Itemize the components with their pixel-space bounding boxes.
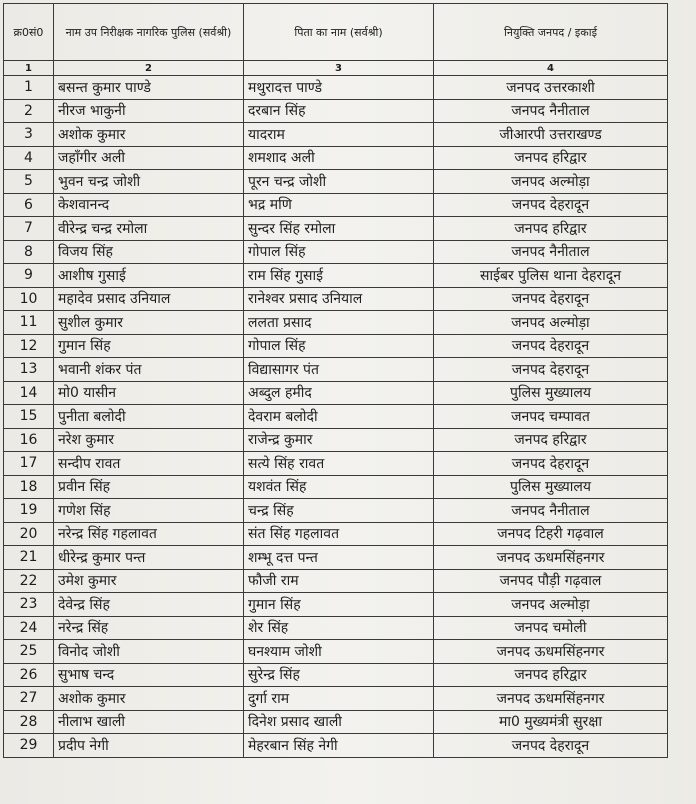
serial-number-cell: 6 — [4, 193, 54, 217]
posting-cell: जनपद अल्मोड़ा — [434, 311, 668, 335]
table-row — [4, 546, 668, 570]
serial-number-cell: 1 — [4, 76, 54, 100]
name-cell: नीरज भाकुनी — [54, 99, 244, 123]
name-cell: जहाँगीर अली — [54, 146, 244, 170]
father-name-cell: रानेश्वर प्रसाद उनियाल — [244, 287, 434, 311]
name-cell: देवेन्द्र सिंह — [54, 593, 244, 617]
table-body — [4, 76, 668, 758]
serial-number-cell: 8 — [4, 240, 54, 264]
serial-number-cell: 16 — [4, 428, 54, 452]
column-number: 1 — [4, 61, 54, 76]
table-row — [4, 593, 668, 617]
table-row — [4, 428, 668, 452]
posting-cell: जनपद पौड़ी गढ़वाल — [434, 569, 668, 593]
serial-number-cell: 2 — [4, 99, 54, 123]
name-cell: वीरेन्द्र चन्द्र रमोला — [54, 217, 244, 241]
name-cell: मो0 यासीन — [54, 381, 244, 405]
posting-cell: जनपद हरिद्वार — [434, 146, 668, 170]
posting-cell: जनपद हरिद्वार — [434, 217, 668, 241]
father-name-cell: शमशाद अली — [244, 146, 434, 170]
serial-number-cell: 7 — [4, 217, 54, 241]
header-father: पिता का नाम (सर्वश्री) — [244, 4, 434, 61]
name-cell: सुशील कुमार — [54, 311, 244, 335]
name-cell: अशोक कुमार — [54, 687, 244, 711]
father-name-cell: सत्ये सिंह रावत — [244, 452, 434, 476]
name-cell: भवानी शंकर पंत — [54, 358, 244, 382]
table-row — [4, 146, 668, 170]
table-row — [4, 240, 668, 264]
serial-number-cell: 23 — [4, 593, 54, 617]
name-cell: नरेश कुमार — [54, 428, 244, 452]
name-cell: आशीष गुसाई — [54, 264, 244, 288]
serial-number-cell: 27 — [4, 687, 54, 711]
father-name-cell: गोपाल सिंह — [244, 240, 434, 264]
father-name-cell: फौजी राम — [244, 569, 434, 593]
father-name-cell: यादराम — [244, 123, 434, 147]
table-row — [4, 734, 668, 758]
name-cell: बसन्त कुमार पाण्डे — [54, 76, 244, 100]
father-name-cell: पूरन चन्द्र जोशी — [244, 170, 434, 194]
serial-number-cell: 21 — [4, 546, 54, 570]
serial-number-cell: 20 — [4, 522, 54, 546]
serial-number-cell: 17 — [4, 452, 54, 476]
posting-cell: जनपद देहरादून — [434, 193, 668, 217]
posting-cell: जनपद अल्मोड़ा — [434, 170, 668, 194]
serial-number-cell: 10 — [4, 287, 54, 311]
name-cell: सुभाष चन्द — [54, 663, 244, 687]
table-row — [4, 499, 668, 523]
father-name-cell: यशवंत सिंह — [244, 475, 434, 499]
column-number: 4 — [434, 61, 668, 76]
father-name-cell: राजेन्द्र कुमार — [244, 428, 434, 452]
posting-cell: जनपद नैनीताल — [434, 99, 668, 123]
name-cell: उमेश कुमार — [54, 569, 244, 593]
name-cell: विजय सिंह — [54, 240, 244, 264]
table-row — [4, 381, 668, 405]
table-row — [4, 170, 668, 194]
posting-cell: मा0 मुख्यमंत्री सुरक्षा — [434, 710, 668, 734]
serial-number-cell: 22 — [4, 569, 54, 593]
posting-cell: जनपद देहरादून — [434, 287, 668, 311]
serial-number-cell: 19 — [4, 499, 54, 523]
posting-cell: साईबर पुलिस थाना देहरादून — [434, 264, 668, 288]
father-name-cell: सुरेन्द्र सिंह — [244, 663, 434, 687]
table-row — [4, 522, 668, 546]
father-name-cell: संत सिंह गहलावत — [244, 522, 434, 546]
name-cell: प्रवीन सिंह — [54, 475, 244, 499]
posting-cell: पुलिस मुख्यालय — [434, 475, 668, 499]
posting-table — [3, 3, 668, 758]
posting-cell: जनपद ऊधमसिंहनगर — [434, 640, 668, 664]
posting-cell: पुलिस मुख्यालय — [434, 381, 668, 405]
table-row — [4, 123, 668, 147]
table-row — [4, 76, 668, 100]
table-row — [4, 311, 668, 335]
table-row — [4, 217, 668, 241]
serial-number-cell: 12 — [4, 334, 54, 358]
name-cell: विनोद जोशी — [54, 640, 244, 664]
serial-number-cell: 25 — [4, 640, 54, 664]
father-name-cell: गुमान सिंह — [244, 593, 434, 617]
header-posting: नियुक्ति जनपद / इकाई — [434, 4, 668, 61]
posting-cell: जनपद देहरादून — [434, 452, 668, 476]
posting-cell: जनपद चमोली — [434, 616, 668, 640]
table-row — [4, 475, 668, 499]
name-cell: गुमान सिंह — [54, 334, 244, 358]
father-name-cell: दुर्गा राम — [244, 687, 434, 711]
name-cell: प्रदीप नेगी — [54, 734, 244, 758]
table-row — [4, 264, 668, 288]
father-name-cell: दिनेश प्रसाद खाली — [244, 710, 434, 734]
serial-number-cell: 24 — [4, 616, 54, 640]
name-cell: सन्दीप रावत — [54, 452, 244, 476]
name-cell: केशवानन्द — [54, 193, 244, 217]
table-row — [4, 640, 668, 664]
posting-cell: जनपद चम्पावत — [434, 405, 668, 429]
serial-number-cell: 13 — [4, 358, 54, 382]
column-number: 3 — [244, 61, 434, 76]
table-row — [4, 710, 668, 734]
table-row — [4, 358, 668, 382]
father-name-cell: मेहरबान सिंह नेगी — [244, 734, 434, 758]
posting-cell: जनपद ऊधमसिंहनगर — [434, 687, 668, 711]
name-cell: नरेन्द्र सिंह — [54, 616, 244, 640]
header-sn: क्र0सं0 — [4, 4, 54, 61]
name-cell: भुवन चन्द्र जोशी — [54, 170, 244, 194]
father-name-cell: शेर सिंह — [244, 616, 434, 640]
serial-number-cell: 18 — [4, 475, 54, 499]
name-cell: नरेन्द्र सिंह गहलावत — [54, 522, 244, 546]
table-row — [4, 687, 668, 711]
table-row — [4, 99, 668, 123]
posting-cell: जनपद हरिद्वार — [434, 428, 668, 452]
posting-cell: जनपद देहरादून — [434, 358, 668, 382]
father-name-cell: मथुरादत्त पाण्डे — [244, 76, 434, 100]
name-cell: गणेश सिंह — [54, 499, 244, 523]
serial-number-cell: 26 — [4, 663, 54, 687]
table-row — [4, 405, 668, 429]
father-name-cell: विद्यासागर पंत — [244, 358, 434, 382]
father-name-cell: गोपाल सिंह — [244, 334, 434, 358]
father-name-cell: अब्दुल हमीद — [244, 381, 434, 405]
posting-cell: जनपद देहरादून — [434, 734, 668, 758]
column-number: 2 — [54, 61, 244, 76]
father-name-cell: भद्र मणि — [244, 193, 434, 217]
father-name-cell: देवराम बलोदी — [244, 405, 434, 429]
father-name-cell: सुन्दर सिंह रमोला — [244, 217, 434, 241]
name-cell: अशोक कुमार — [54, 123, 244, 147]
father-name-cell: घनश्याम जोशी — [244, 640, 434, 664]
serial-number-cell: 29 — [4, 734, 54, 758]
name-cell: महादेव प्रसाद उनियाल — [54, 287, 244, 311]
serial-number-cell: 4 — [4, 146, 54, 170]
serial-number-cell: 5 — [4, 170, 54, 194]
serial-number-cell: 11 — [4, 311, 54, 335]
posting-cell: जनपद हरिद्वार — [434, 663, 668, 687]
father-name-cell: चन्द्र सिंह — [244, 499, 434, 523]
posting-cell: जीआरपी उत्तराखण्ड — [434, 123, 668, 147]
father-name-cell: दरबान सिंह — [244, 99, 434, 123]
serial-number-cell: 9 — [4, 264, 54, 288]
posting-cell: जनपद नैनीताल — [434, 240, 668, 264]
posting-cell: जनपद उत्तरकाशी — [434, 76, 668, 100]
posting-cell: जनपद देहरादून — [434, 334, 668, 358]
serial-number-cell: 28 — [4, 710, 54, 734]
father-name-cell: राम सिंह गुसाई — [244, 264, 434, 288]
posting-cell: जनपद नैनीताल — [434, 499, 668, 523]
name-cell: धीरेन्द्र कुमार पन्त — [54, 546, 244, 570]
table-row — [4, 334, 668, 358]
table-row — [4, 452, 668, 476]
posting-cell: जनपद अल्मोड़ा — [434, 593, 668, 617]
serial-number-cell: 15 — [4, 405, 54, 429]
father-name-cell: शम्भू दत्त पन्त — [244, 546, 434, 570]
table-row — [4, 616, 668, 640]
posting-cell: जनपद टिहरी गढ़वाल — [434, 522, 668, 546]
table-row — [4, 569, 668, 593]
table-row — [4, 193, 668, 217]
father-name-cell: ललता प्रसाद — [244, 311, 434, 335]
table-row — [4, 663, 668, 687]
header-name: नाम उप निरीक्षक नागरिक पुलिस (सर्वश्री) — [54, 4, 244, 61]
serial-number-cell: 3 — [4, 123, 54, 147]
header-row — [4, 4, 668, 61]
name-cell: पुनीता बलोदी — [54, 405, 244, 429]
table-row — [4, 287, 668, 311]
serial-number-cell: 14 — [4, 381, 54, 405]
name-cell: नीलाभ खाली — [54, 710, 244, 734]
posting-cell: जनपद ऊधमसिंहनगर — [434, 546, 668, 570]
column-number-row — [4, 61, 668, 76]
